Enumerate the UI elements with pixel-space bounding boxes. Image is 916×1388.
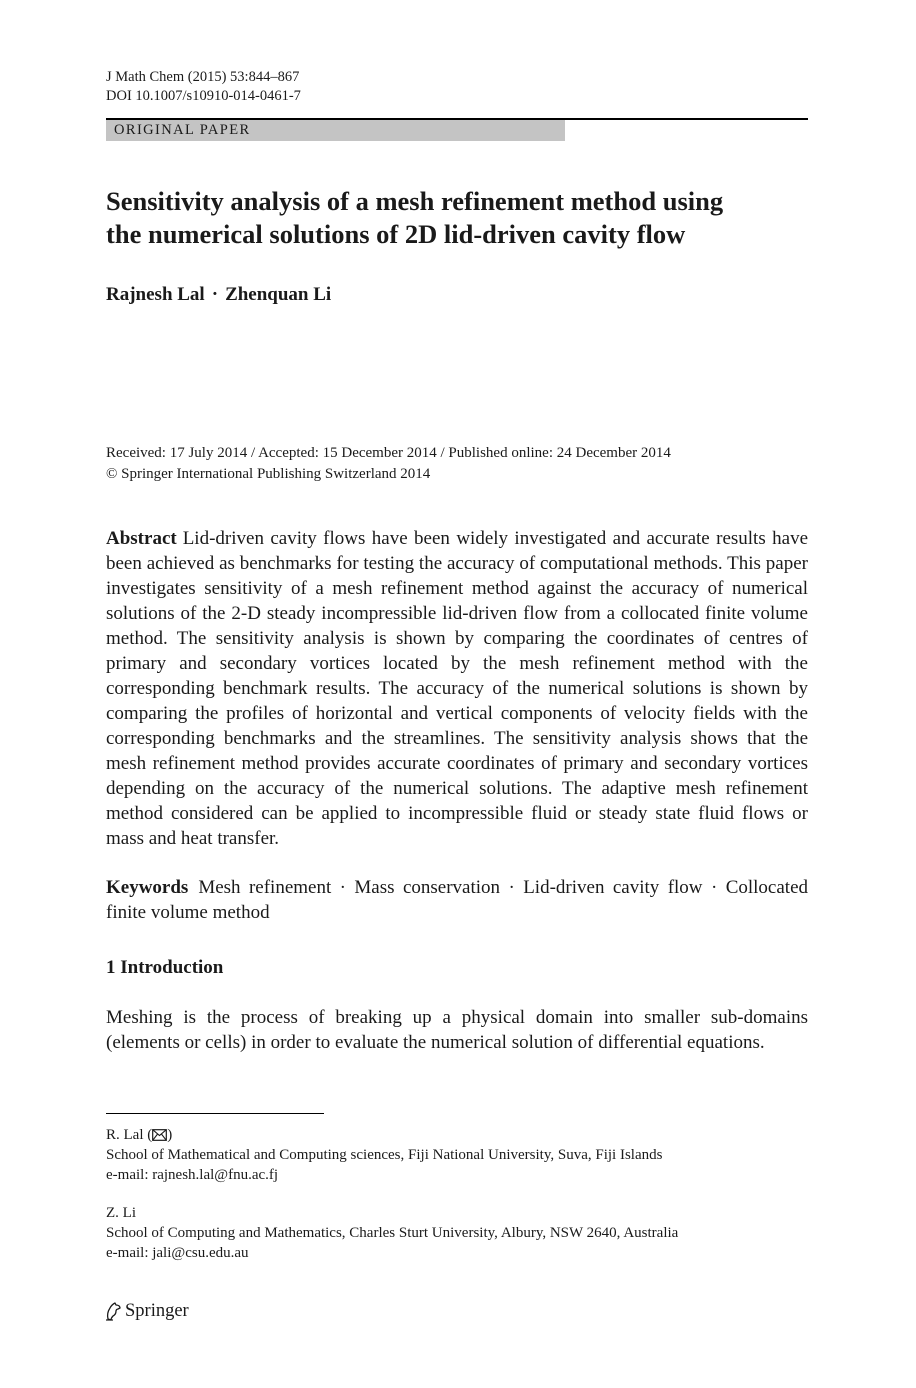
footnote-lal-name-close: ) [167,1127,173,1143]
springer-horse-icon [104,1301,122,1321]
author-lal: Rajnesh Lal [106,284,205,305]
footnote-lal-email: e-mail: rajnesh.lal@fnu.ac.fj [106,1167,279,1183]
footnote-li-email: e-mail: jali@csu.edu.au [106,1245,249,1261]
footnote-lal-name-line [106,1125,662,1145]
introduction-text: Meshing is the process of breaking up a physical domain into smaller sub-domains (elements or cells) in order to evaluate the numerical solution of differential equations. [106,1007,808,1053]
article-type-badge [106,120,565,141]
copyright-line: © Springer International Publishing Switzerland 2014 [106,465,431,482]
abstract-section [106,526,808,851]
publication-dates [106,443,671,484]
footnote-li-affiliation: School of Computing and Mathematics, Charles Sturt University, Albury, NSW 2640, Australia [106,1225,679,1241]
envelope-icon [152,1129,167,1141]
abstract-heading: Abstract [106,528,177,549]
author-li: Zhenquan Li [225,284,332,305]
keywords-section [106,875,808,925]
received-line: Received: 17 July 2014 / Accepted: 15 December 2014 / Published online: 24 December 2014 [106,445,671,461]
footnote-li [106,1203,678,1263]
doi-line: DOI 10.1007/s10910-014-0461-7 [106,87,301,104]
publisher-name: Springer [125,1301,189,1321]
footnote-lal [106,1125,662,1185]
publisher-logo [104,1299,189,1323]
journal-line: J Math Chem (2015) 53:844–867 [106,69,300,85]
footnote-li-name: Z. Li [106,1205,136,1221]
footnote-rule [106,1113,324,1114]
author-separator: · [211,284,219,305]
author-list [106,283,331,307]
title-line-1: Sensitivity analysis of a mesh refinement method using [106,186,724,216]
abstract-text: Lid-driven cavity flows have been widely investigated and accurate results have been achieved as benchmarks for testing the accuracy of computational methods. This paper investigates sensitivity of a mesh refinement method against the accuracy of numerical solutions of the 2-D steady incompressible lid-driven flow from a collocated finite volume method. The sensitivity analysis is shown by comparing the coordinates of centres of primary and secondary vortices located by the mesh refinement method with the corresponding benchmark results. The accuracy of the numerical solutions is shown by comparing the profiles of horizontal and vertical components of velocity fields with the corresponding benchmarks and the streamlines. The sensitivity analysis shows that the mesh refinement method provides accurate coordinates of primary and secondary vortices depending on the accuracy of the numerical solutions. The adaptive mesh refinement method considered can be applied to incompressible fluid or steady state fluid flows or mass and heat transfer. [106,528,808,849]
footnote-lal-affiliation: School of Mathematical and Computing sciences, Fiji National University, Suva, Fiji Islands [106,1147,663,1163]
footnote-lal-name: R. Lal ( [106,1127,153,1143]
article-type-label: ORIGINAL PAPER [114,122,251,138]
keywords-text: Mesh refinement · Mass conservation · Lid-driven cavity flow · Collocated finite volume method [106,877,808,923]
section-heading-introduction: 1 Introduction [106,957,224,978]
journal-citation [106,68,301,105]
paper-title [106,185,808,251]
keywords-heading: Keywords [106,877,189,898]
title-line-2: the numerical solutions of 2D lid-driven cavity flow [106,219,686,249]
